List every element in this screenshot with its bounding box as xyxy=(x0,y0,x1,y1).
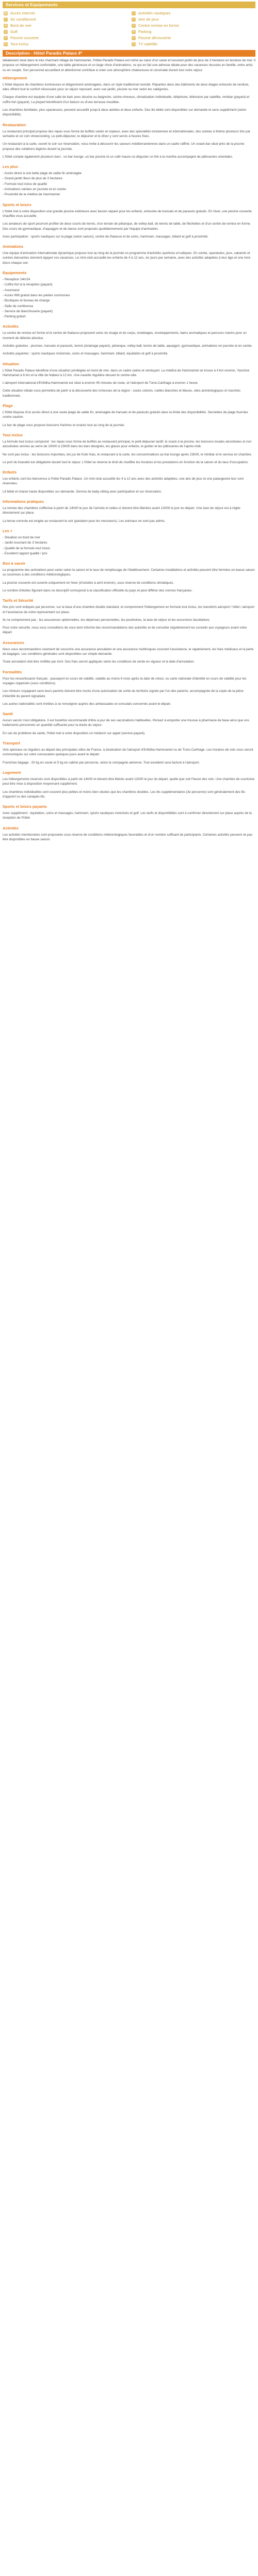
list-item-text: Ascenseur xyxy=(4,288,20,292)
section-paragraph: Toute annulation doit être notifiée par écrit. Des frais seront appliqués selon les conditions de vente en vigueur et la date d'annulation. xyxy=(3,660,195,664)
amenity-label: Aire de jeux xyxy=(138,17,159,22)
section-list xyxy=(3,277,255,319)
section-paragraph: Le programme des animations peut varier selon la saison et le taux de remplissage de l'établissement. Certaines installations et activités peuvent être fermées en basse saison ou soumises à des conditions météorologiques. xyxy=(3,568,255,577)
section-paragraph: Lit bébé et chaise haute disponibles sur demande. Service de baby-sitting avec participation et sur réservation. xyxy=(3,489,162,494)
list-item-text: Situation en bord de mer xyxy=(4,535,40,539)
list-item-text: Proximité de la médina de Hammamet xyxy=(4,193,60,197)
section-heading: Bon à savoir xyxy=(3,561,26,566)
list-item-text: Coffre-fort à la réception (payant) xyxy=(4,283,53,287)
section-heading: Hébergement xyxy=(3,75,27,80)
amenity-item xyxy=(132,42,254,47)
section-paragraph: Le nombre d'étoiles figurant dans ce descriptif correspond à la classification officielle du pays et peut différer des normes françaises. xyxy=(3,589,193,592)
bullet-dash: - xyxy=(3,193,5,197)
section-heading: Les + xyxy=(3,528,13,533)
section-paragraph: Franchise bagage : 20 kg en soute et 5 kg en cabine par personne, selon la compagnie aérienne. Tout excédent sera facturé à l'aéroport. xyxy=(3,760,200,765)
bullet-dash: - xyxy=(3,551,5,555)
pool-outdoor-icon: ≈ xyxy=(132,36,136,40)
section-heading: Santé xyxy=(3,711,13,717)
section-paragraph: La remise des chambres s'effectue à partir de 14h00 le jour de l'arrivée et celles-ci doivent être libérées avant 12h00 le jour du départ. Une taxe de séjour est à régler directement sur place. xyxy=(3,506,241,515)
amenity-label: Bord de mer xyxy=(10,23,32,28)
bullet-dash: - xyxy=(3,315,5,319)
amenity-label: Piscine découverte xyxy=(138,36,171,41)
section-heading: Tarifs et Sécurité xyxy=(3,598,34,603)
section-heading: Restauration xyxy=(3,122,26,127)
bullet-dash: - xyxy=(3,177,5,181)
section-paragraph: Pour votre sécurité, nous vous conseillons de vous tenir informé des recommandations des autorités et de consulter régulièrement les conseils aux voyageurs avant votre départ. xyxy=(3,626,247,635)
list-item-text: Animations variées en journée et en soirée xyxy=(4,188,66,192)
section-paragraph: L'hôtel dispose de chambres lumineuses et élégamment aménagées, dans un style traditionnel revisité. Réparties dans des bâtiments de deux étages entourés de verdure, elles offrent tout le confort nécessaire pour un séjour reposant, avec vue jardin, piscine ou mer selon les catégories. xyxy=(3,82,249,92)
amenity-label: TV satellite xyxy=(138,42,158,47)
services-header: Services et Equipements xyxy=(3,2,255,8)
list-item xyxy=(3,187,255,192)
hotel-page xyxy=(0,0,258,842)
snow-icon: * xyxy=(4,18,8,22)
amenity-item xyxy=(4,17,126,22)
list-item xyxy=(3,535,255,540)
section-heading: Sports et loisirs xyxy=(3,202,31,207)
section-paragraph: Les chambres individuelles sont souvent plus petites et moins bien situées que les chambres doubles. Les lits supplémentaires (3e personne) sont généralement des lits d'appoint ou des canapés-lits. xyxy=(3,790,246,799)
amenity-label: Centre remise en forme xyxy=(138,23,179,28)
bullet-dash: - xyxy=(3,278,5,282)
section-heading: Animations xyxy=(3,244,24,249)
list-item xyxy=(3,288,255,293)
section-paragraph: Avec participation : sports nautiques sur la plage (selon saison), centre de thalasso et de soins, hammam, massages, billard et golf à proximité. xyxy=(3,234,208,239)
amenity-item xyxy=(132,29,254,35)
list-item-text: Service de blanchisserie (payant) xyxy=(4,309,53,313)
bullet-dash: - xyxy=(3,293,5,297)
bullet-dash: - xyxy=(3,304,5,308)
list-item-text: Réception 24h/24 xyxy=(4,278,30,282)
section-paragraph: Chaque chambre est équipée d'une salle de bain avec douche ou baignoire, sèche-cheveux, climatisation individuelle, téléphone, télévision par satellite, minibar (payant) et coffre-fort (payant). La plupart bénéficient d'un balcon ou d'une terrasse meublée. xyxy=(3,95,250,104)
amenity-item xyxy=(4,11,126,16)
section-paragraph: Nous vous recommandons vivement de souscrire une assurance annulation et une assurance multirisques couvrant l'assistance, le rapatriement, les frais médicaux et la perte de bagages. Les conditions générales sont disponibles sur simple demande. xyxy=(3,647,254,656)
spa-icon: @ xyxy=(4,12,8,15)
list-item-text: Grand jardin fleuri de plus de 3 hectares xyxy=(4,177,62,181)
list-item xyxy=(3,171,255,176)
list-item xyxy=(3,546,255,551)
amenity-label: Parking xyxy=(138,29,152,35)
section-paragraph: Pour les ressortissants français : passeport en cours de validité, valable au moins 6 mois après la date de retour, ou carte nationale d'identité en cours de validité pour les voyages organisés (sous conditions). xyxy=(3,676,247,685)
section-heading: Sports et loisirs payants xyxy=(3,804,47,809)
bullet-dash: - xyxy=(3,309,5,313)
section-paragraph: Aucun vaccin n'est obligatoire. Il est toutefois recommandé d'être à jour de ses vaccinations habituelles. Pensez à emporter une trousse à pharmacie de base ainsi que vos traitements personnels en quantité suffisante pour la durée du séjour. xyxy=(3,719,249,727)
section-heading: Formalités xyxy=(3,669,22,674)
amenity-item xyxy=(132,11,254,16)
list-item-text: Parking gratuit xyxy=(4,315,26,319)
list-item xyxy=(3,277,255,282)
section-heading: Assurances xyxy=(3,640,24,645)
section-heading: Logement xyxy=(3,770,21,775)
amenity-item xyxy=(4,36,126,41)
list-item xyxy=(3,282,255,287)
amenity-label: Accès internet xyxy=(10,11,35,16)
section-heading: Situation xyxy=(3,361,19,366)
section-paragraph: Activités payantes : sports nautiques motorisés, soins et massages, hammam, billard, équitation et golf à proximité. xyxy=(3,352,168,356)
list-item-text: Jardin luxuriant de 3 hectares xyxy=(4,541,47,545)
list-item-text: Accès direct à une belle plage de sable fin aménagée xyxy=(4,172,82,176)
section-heading: Plage xyxy=(3,403,13,409)
bullet-dash: - xyxy=(3,541,5,545)
section-paragraph: Cette situation idéale vous permettra de partir à la découverte des richesses de la région : souks colorés, ruelles blanches et bleues, sites archéologiques et marchés traditionnels. xyxy=(3,389,240,398)
amenity-label: Tout inclus xyxy=(10,42,29,47)
bullet-dash: - xyxy=(3,299,5,303)
parking-icon: P xyxy=(132,30,135,33)
section-paragraph: Les enfants sont les bienvenus à l'hôtel Paradis Palace. Un mini-club accueille les 4 à 12 ans avec des activités adaptées, une aire de jeux et une pataugeoire leur sont réservées. xyxy=(3,477,244,486)
bullet-dash: - xyxy=(3,188,5,192)
list-item xyxy=(3,309,255,314)
amenity-label: Golf xyxy=(10,29,18,35)
description-header: Description - Hôtel Paradis Palace 4* xyxy=(3,50,255,57)
section-heading: Activités xyxy=(3,324,19,329)
section-paragraph: Le centre de remise en forme et le centre de thalasso proposent soins du visage et du corps, modelages, enveloppements, bains aromatiques et parcours marins pour un moment de détente absolue. xyxy=(3,331,247,340)
section-paragraph: La piscine couverte est ouverte uniquement en hiver (d'octobre à avril environ), sous réserve de conditions climatiques. xyxy=(3,581,174,585)
bullet-dash: - xyxy=(3,172,5,176)
section-paragraph: L'aéroport international d'Enfidha-Hammamet est situé à environ 45 minutes de route, et l'aéroport de Tunis-Carthage à environ 1 heure. xyxy=(3,381,199,385)
section-paragraph: L'hôtel Paradis Palace bénéficie d'une situation privilégiée en bord de mer, dans un cadre calme et verdoyant. La médina de Hammamet se trouve à 4 km environ, Yasmine Hammamet à 6 km et la ville de Nabeul à 12 km. Une navette régulière dessert le centre-ville. xyxy=(3,368,250,377)
section-heading: Informations pratiques xyxy=(3,499,44,504)
list-item xyxy=(3,192,255,197)
list-item xyxy=(3,304,255,309)
list-item xyxy=(3,293,255,298)
section-heading: Equipements xyxy=(3,270,27,276)
amenity-label: Activités nautiques xyxy=(138,11,171,16)
section-paragraph: Les amateurs de sport pourront profiter de deux courts de tennis, d'un terrain de pétanque, de volley-ball, de tennis de table, de fléchettes et d'un centre de remise en forme. Des cours de gymnastique, d'aquagym et de danse sont proposés quotidiennement par l'équipe d'animation. xyxy=(3,222,251,231)
section-paragraph: Les hébergements réservés sont disponibles à partir de 14h00 et doivent être libérés avant 12h00 le jour du départ, quelle que soit l'heure des vols. Une chambre de courtoisie peut être mise à disposition moyennant supplément. xyxy=(3,777,255,786)
list-item xyxy=(3,314,255,319)
section-paragraph: Activités gratuites : piscines, transats et parasols, tennis (éclairage payant), pétanque, volley-ball, tennis de table, aquagym, gymnastique, animations en journée et en soirée. xyxy=(3,344,253,348)
list-item xyxy=(3,182,255,187)
section-paragraph: Une équipe d'animation internationale dynamique propose tout au long de la journée un programme d'activités sportives et ludiques. En soirée, spectacles, jeux, cabarets et soirées dansantes viennent égayer vos vacances. Le mini-club accueille les enfants de 4 à 12 ans, six jours par semaine, avec des activités adaptées à leur âge et une mini-disco chaque soir. xyxy=(3,251,251,265)
list-item xyxy=(3,540,255,545)
pool-icon: ≈ xyxy=(4,36,8,40)
intro-paragraph: Idéalement situé dans le très charmant village de Hammamet, l'Hôtel Paradis Palace est niché au cœur d'un vaste et luxuriant jardin de plus de 3 hectares en bordure de mer. Il propose un hébergement confortable, une table généreuse et un large choix d'animations, ce qui en fait une adresse idéale pour des vacances réussies en famille, entre amis ou en couple. Son personnel accueillant et attentionné contribue à créer une atmosphère chaleureuse et conviviale durant tout votre séjour. xyxy=(3,59,255,72)
section-paragraph: Un restaurant à la carte, ouvert le soir sur réservation, vous invite à découvrir les saveurs méditerranéennes dans un cadre raffiné. Un snack-bar situé près de la piscine propose des collations légères durant la journée. xyxy=(3,142,245,151)
tv-icon: □ xyxy=(132,42,136,46)
bullet-dash: - xyxy=(3,283,5,287)
tree-icon: ^ xyxy=(132,18,136,22)
list-item-text: Excellent rapport qualité / prix xyxy=(4,551,47,555)
sea-icon: ∞ xyxy=(4,43,7,46)
amenity-item xyxy=(4,23,126,28)
fitness-icon: + xyxy=(132,24,136,28)
list-item xyxy=(3,551,255,556)
description-body xyxy=(3,76,255,842)
activity-icon: ~ xyxy=(132,11,136,15)
section-heading: Tout inclus xyxy=(3,432,23,437)
amenity-item xyxy=(4,42,126,47)
section-paragraph: Avec supplément : équitation, soins et massages, hammam, sports nautiques motorisés et golf. Les tarifs et disponibilités sont à confirmer directement sur place auprès de la réception de l'hôtel. xyxy=(3,811,252,820)
list-item-text: Salle de conférence xyxy=(4,304,34,308)
amenities-grid xyxy=(3,10,255,50)
bullet-dash: - xyxy=(3,546,5,550)
section-list xyxy=(3,171,255,197)
amenity-item xyxy=(4,29,126,35)
list-item xyxy=(3,298,255,303)
section-paragraph: La tenue correcte est exigée au restaurant le soir (pantalon pour les messieurs). Les animaux ne sont pas admis. xyxy=(3,519,166,523)
list-item-text: Formule tout inclus de qualité xyxy=(4,182,47,186)
section-heading: Les plus xyxy=(3,164,18,170)
section-heading: Transport xyxy=(3,741,21,746)
list-item-text: Accès Wifi gratuit dans les parties communes xyxy=(4,293,70,297)
wifi-icon: ) xyxy=(4,30,8,34)
section-paragraph: En cas de problème de santé, l'hôtel met à votre disposition un médecin sur appel (service payant). xyxy=(3,731,146,735)
section-paragraph: Les activités mentionnées sont proposées sous réserve de conditions météorologiques favorables et d'un nombre suffisant de participants. Certaines activités peuvent ne pas être disponibles en basse saison. xyxy=(3,833,253,842)
amenity-label: Piscine couverte xyxy=(10,36,39,41)
bullet-dash: - xyxy=(3,535,5,539)
section-paragraph: Les autres nationalités sont invitées à se renseigner auprès des ambassades et consulats concernés avant le départ. xyxy=(3,702,171,706)
section-paragraph: L'hôtel met à votre disposition une grande piscine extérieure avec bassin séparé pour les enfants, entourée de transats et de parasols gratuits. En hiver, une piscine couverte chauffée vous accueille. xyxy=(3,209,252,218)
section-paragraph: Nos prix sont indiqués par personne, sur la base d'une chambre double standard, et comprennent l'hébergement en formule tout inclus, les transferts aéroport / hôtel / aéroport et l'assistance de notre représentant sur place. xyxy=(3,605,254,614)
amenity-item xyxy=(132,17,254,22)
list-item-text: Boutiques et bureau de change xyxy=(4,299,50,303)
section-paragraph: L'hôtel compte également plusieurs bars : un bar lounge, un bar piscine et un café maure où déguster un thé à la menthe accompagné de pâtisseries orientales. xyxy=(3,155,233,159)
section-paragraph: Les mineurs voyageant sans leurs parents doivent être munis d'une autorisation de sortie du territoire signée par l'un des parents, accompagnée de la copie de la pièce d'identité du parent signataire. xyxy=(3,689,244,698)
amenity-item xyxy=(132,23,254,28)
section-paragraph: Ils ne comprennent pas : les assurances optionnelles, les dépenses personnelles, les pourboires, la taxe de séjour et les excursions facultatives. xyxy=(3,618,211,622)
bullet-dash: - xyxy=(3,182,5,186)
section-paragraph: Ne sont pas inclus : les boissons importées, les jus de fruits frais, le restaurant à la carte, les consommations au bar lounge après 23h00, le minibar et le service en chambre. xyxy=(3,452,252,456)
food-icon: & xyxy=(4,24,7,27)
bullet-dash: - xyxy=(3,288,5,292)
amenity-item xyxy=(132,36,254,41)
section-list xyxy=(3,535,255,556)
section-heading: Enfants xyxy=(3,470,17,475)
section-paragraph: Le port du bracelet est obligatoire durant tout le séjour. L'hôtel se réserve le droit de modifier les horaires et les prestations en fonction de la saison et du taux d'occupation. xyxy=(3,460,249,464)
section-paragraph: Vols spéciaux ou réguliers au départ des principales villes de France, à destination de l'aéroport d'Enfidha-Hammamet ou de Tunis-Carthage. Les horaires de vols vous seront communiqués sur votre convocation quelques jours avant le départ. xyxy=(3,748,253,757)
section-paragraph: La formule tout inclus comprend : les repas sous forme de buffets au restaurant principal, le petit-déjeuner tardif, le snack à la piscine, les boissons locales alcoolisées et non alcoolisées servies au verre de 10h00 à 23h00 dans les bars désignés, les glaces pour enfants, le goûter et les pâtisseries de l'après-midi. xyxy=(3,439,252,449)
section-paragraph: Le bar de plage vous propose boissons fraîches et snacks tout au long de la journée. xyxy=(3,423,125,427)
list-item-text: Qualité de la formule tout inclus xyxy=(4,546,51,550)
section-paragraph: Les chambres familiales, plus spacieuses, peuvent accueillir jusqu'à deux adultes et deux enfants. Des lits bébé sont disponibles sur demande et sans supplément (selon disponibilité). xyxy=(3,108,247,117)
amenity-label: Air conditionné xyxy=(10,17,36,22)
section-heading: Activités xyxy=(3,825,19,831)
section-paragraph: Le restaurant principal propose des repas sous forme de buffets variés et copieux, avec des spécialités tunisiennes et internationales, des soirées à thème plusieurs fois par semaine et un coin showcooking. Le petit-déjeuner, le déjeuner et le dîner y sont servis à heures fixes. xyxy=(3,129,251,138)
section-paragraph: L'hôtel dispose d'un accès direct à une vaste plage de sable fin, aménagée de transats et de parasols gratuits dans la limite des disponibilités. Serviettes de plage fournies contre caution. xyxy=(3,411,248,419)
list-item xyxy=(3,176,255,181)
